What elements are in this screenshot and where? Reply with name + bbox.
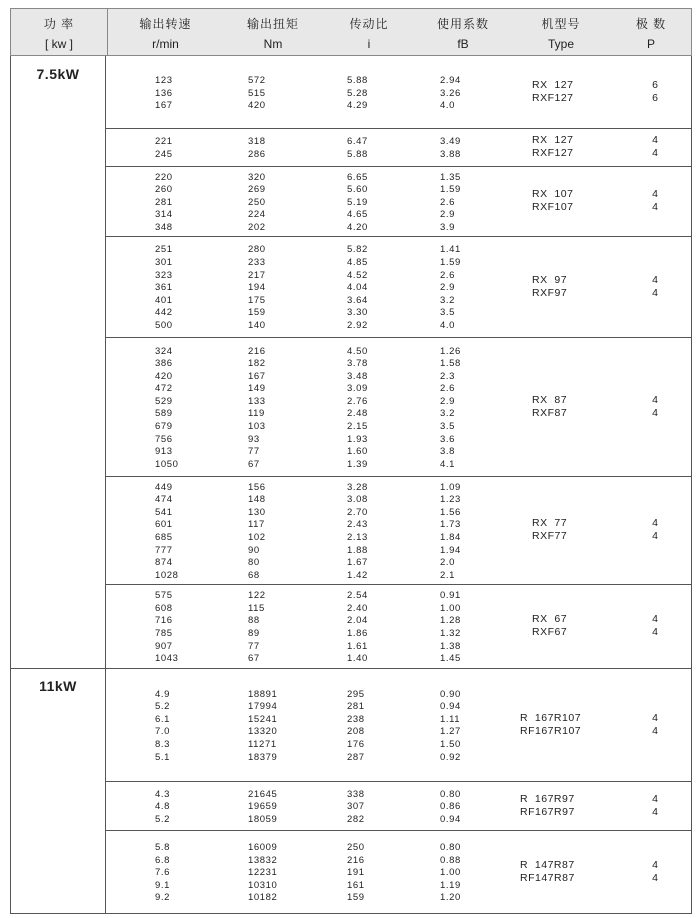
speed-values: 575 608 716 785 907 1043 [155, 590, 179, 665]
poles-values: 4 4 [652, 393, 658, 419]
torque-values: 16009 13832 12231 10310 10182 [248, 842, 278, 904]
group-separator [105, 830, 692, 831]
poles-values: 4 4 [652, 792, 658, 818]
ratio-values: 5.82 4.85 4.52 4.04 3.64 3.30 2.92 [347, 244, 368, 331]
speed-values: 449 474 541 601 685 777 874 1028 [155, 481, 179, 581]
table-bottom-border [10, 913, 692, 914]
service-factor-values: 1.26 1.58 2.3 2.6 2.9 3.2 3.5 3.6 3.8 4.1 [440, 345, 461, 470]
poles-values: 4 4 [652, 273, 658, 299]
ratio-values: 295 281 238 208 176 287 [347, 688, 365, 763]
group-separator [105, 476, 692, 477]
service-factor-values: 0.91 1.00 1.28 1.32 1.38 1.45 [440, 590, 461, 665]
service-factor-values: 1.35 1.59 2.6 2.9 3.9 [440, 171, 461, 233]
type-label: R 167R97 RF167R97 [520, 792, 575, 818]
table-right-border [691, 56, 692, 913]
type-label: RX 77 RXF77 [532, 517, 568, 542]
type-label: RX 87 RXF87 [532, 393, 568, 419]
header-torque: 输出扭矩 Nm [246, 17, 299, 51]
speed-values: 123 136 167 [155, 75, 173, 112]
type-label: RX 127 RXF127 [532, 134, 574, 159]
torque-values: 572 515 420 [248, 75, 266, 112]
torque-values: 320 269 250 224 202 [248, 171, 266, 233]
torque-values: 156 148 130 117 102 90 80 68 [248, 481, 266, 581]
service-factor-values: 1.09 1.23 1.56 1.73 1.84 1.94 2.0 2.1 [440, 481, 461, 581]
poles-values: 4 4 [652, 134, 658, 159]
group-separator [105, 128, 692, 129]
type-label: R 167R107 RF167R107 [520, 711, 582, 737]
torque-values: 280 233 217 194 175 159 140 [248, 244, 266, 331]
service-factor-values: 0.80 0.86 0.94 [440, 788, 461, 825]
group-separator [105, 337, 692, 338]
group-separator [105, 166, 692, 167]
ratio-values: 6.47 5.88 [347, 136, 368, 160]
speed-values: 220 260 281 314 348 [155, 171, 173, 233]
poles-values: 4 4 [652, 858, 658, 884]
service-factor-values: 1.41 1.59 2.6 2.9 3.2 3.5 4.0 [440, 244, 461, 331]
header-speed: 输出转速 r/min [139, 17, 192, 51]
table-header [10, 8, 692, 56]
poles-values: 6 6 [652, 79, 658, 104]
service-factor-values: 3.49 3.88 [440, 136, 461, 160]
torque-values: 21645 19659 18059 [248, 788, 278, 825]
torque-values: 216 182 167 149 133 119 103 93 77 67 [248, 345, 266, 470]
table-left-border [10, 56, 11, 913]
speed-values: 5.8 6.8 7.6 9.1 9.2 [155, 842, 171, 904]
speed-values: 4.9 5.2 6.1 7.0 8.3 5.1 [155, 688, 171, 763]
ratio-values: 4.50 3.78 3.48 3.09 2.76 2.48 2.15 1.93 1.60 1.39 [347, 345, 368, 470]
power-column-border [105, 56, 106, 913]
ratio-values: 5.88 5.28 4.29 [347, 75, 368, 112]
torque-values: 18891 17994 15241 13320 11271 18379 [248, 688, 278, 763]
speed-values: 324 386 420 472 529 589 679 756 913 1050 [155, 345, 179, 470]
poles-values: 4 4 [652, 613, 658, 638]
speed-values: 221 245 [155, 136, 173, 160]
header-power: 功 率 [ kw ] [43, 17, 75, 51]
poles-values: 4 4 [652, 711, 658, 737]
ratio-values: 250 216 191 161 159 [347, 842, 365, 904]
type-label: RX 127 RXF127 [532, 79, 574, 104]
poles-values: 4 4 [652, 188, 658, 213]
type-label: RX 97 RXF97 [532, 273, 568, 299]
header-ratio: 传动比 i [349, 17, 389, 51]
poles-values: 4 4 [652, 517, 658, 542]
ratio-values: 338 307 282 [347, 788, 365, 825]
ratio-values: 6.65 5.60 5.19 4.65 4.20 [347, 171, 368, 233]
group-separator [105, 584, 692, 585]
type-label: RX 67 RXF67 [532, 613, 568, 638]
speed-values: 4.3 4.8 5.2 [155, 788, 171, 825]
service-factor-values: 0.80 0.88 1.00 1.19 1.20 [440, 842, 461, 904]
type-label: R 147R87 RF147R87 [520, 858, 575, 884]
header-type: 机型号 Type [541, 17, 581, 51]
section-separator [10, 668, 692, 669]
ratio-values: 2.54 2.40 2.04 1.86 1.61 1.40 [347, 590, 368, 665]
power-label: 11kW [39, 678, 77, 694]
group-separator [105, 781, 692, 782]
ratio-values: 3.28 3.08 2.70 2.43 2.13 1.88 1.67 1.42 [347, 481, 368, 581]
type-label: RX 107 RXF107 [532, 188, 574, 213]
speed-values: 251 301 323 361 401 442 500 [155, 244, 173, 331]
power-label: 7.5kW [36, 66, 80, 82]
service-factor-values: 2.94 3.26 4.0 [440, 75, 461, 112]
header-poles: 极 数 P [635, 17, 667, 51]
header-service-factor: 使用系数 fB [436, 17, 489, 51]
torque-values: 318 286 [248, 136, 266, 160]
service-factor-values: 0.90 0.94 1.11 1.27 1.50 0.92 [440, 688, 461, 763]
group-separator [105, 236, 692, 237]
torque-values: 122 115 88 89 77 67 [248, 590, 266, 665]
